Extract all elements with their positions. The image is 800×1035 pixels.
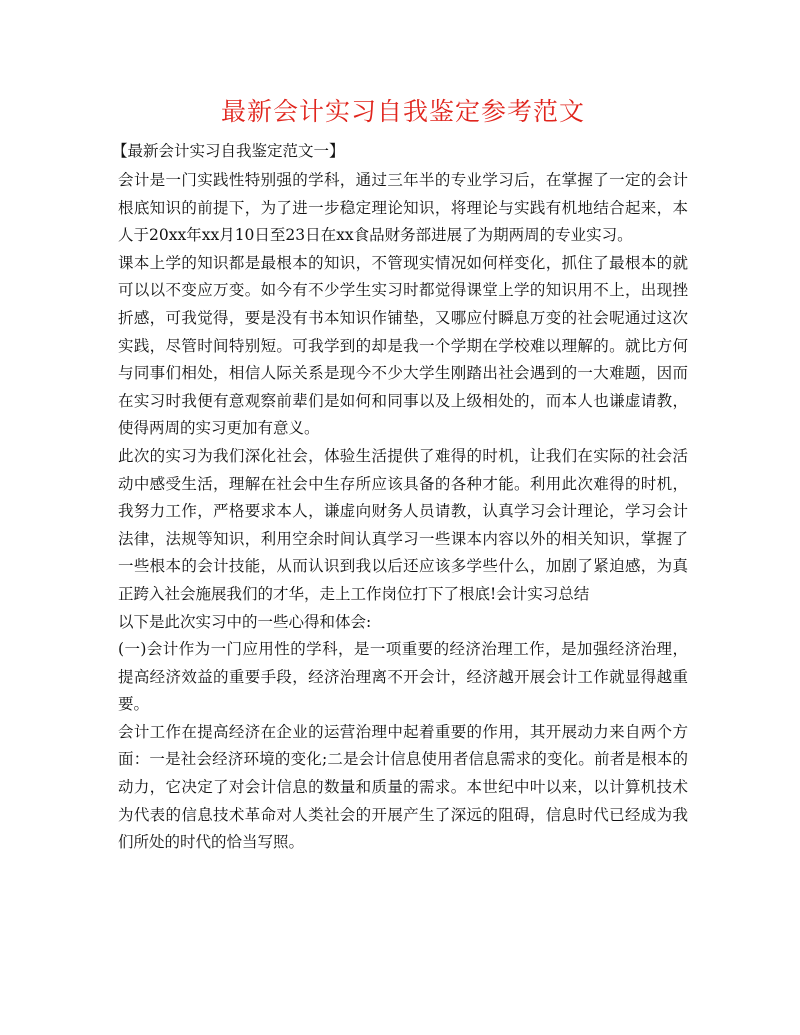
- paragraph-5: (一)会计作为一门应用性的学科，是一项重要的经济治理工作，是加强经济治理，提高经济效益的重要手段，经济治理离不开会计，经济越开展会计工作就显得越重要。: [118, 640, 688, 714]
- paragraph-1: 会计是一门实践性特别强的学科，通过三年半的专业学习后，在掌握了一定的会计根底知识的前提下，为了进一步稳定理论知识，将理论与实践有机地结合起来，本人于20xx年xx月10日至23日在xx食品财务部进展了为期两周的专业实习。: [118, 171, 688, 245]
- document-title: 最新会计实习自我鉴定参考范文: [220, 97, 585, 126]
- document-body: [118, 167, 688, 857]
- paragraph-6: 会计工作在提高经济在企业的运营治理中起着重要的作用，其开展动力来自两个方面：一是社会经济环境的变化;二是会计信息使用者信息需求的变化。前者是根本的动力，它决定了对会计信息的数量和质量的需求。本世纪中叶以来，以计算机技术为代表的信息技术革命对人类社会的开展产生了深远的阻碍，信息时代已经成为我们所处的时代的恰当写照。: [118, 722, 688, 852]
- paragraph-2: 课本上学的知识都是最根本的知识，不管现实情况如何样变化，抓住了最根本的就可以以不变应万变。如今有不少学生实习时都觉得课堂上学的知识用不上，出现挫折感，可我觉得，要是没有书本知识作铺垫，又哪应付瞬息万变的社会呢通过这次实践，尽管时间特别短。可我学到的却是我一个学期在学校难以理解的。就比方何与同事们相处，相信人际关系是现今不少大学生刚踏出社会遇到的一大难题，因而在实习时我便有意观察前辈们是如何和同事以及上级相处的，而本人也谦虚请教，使得两周的实习更加有意义。: [118, 253, 688, 438]
- document-subtitle: 【最新会计实习自我鉴定范文一】: [112, 142, 345, 160]
- paragraph-3: 此次的实习为我们深化社会，体验生活提供了难得的时机，让我们在实际的社会活动中感受生活，理解在社会中生存所应该具备的各种才能。利用此次难得的时机，我努力工作，严格要求本人，谦虚向财务人员请教，认真学习会计理论，学习会计法律，法规等知识，利用空余时间认真学习一些课本内容以外的相关知识，掌握了一些根本的会计技能，从而认识到我以后还应该多学些什么，加剧了紧迫感，为真正跨入社会施展我们的才华，走上工作岗位打下了根底!会计实习总结: [118, 446, 688, 603]
- paragraph-4: 以下是此次实习中的一些心得和体会:: [118, 612, 372, 631]
